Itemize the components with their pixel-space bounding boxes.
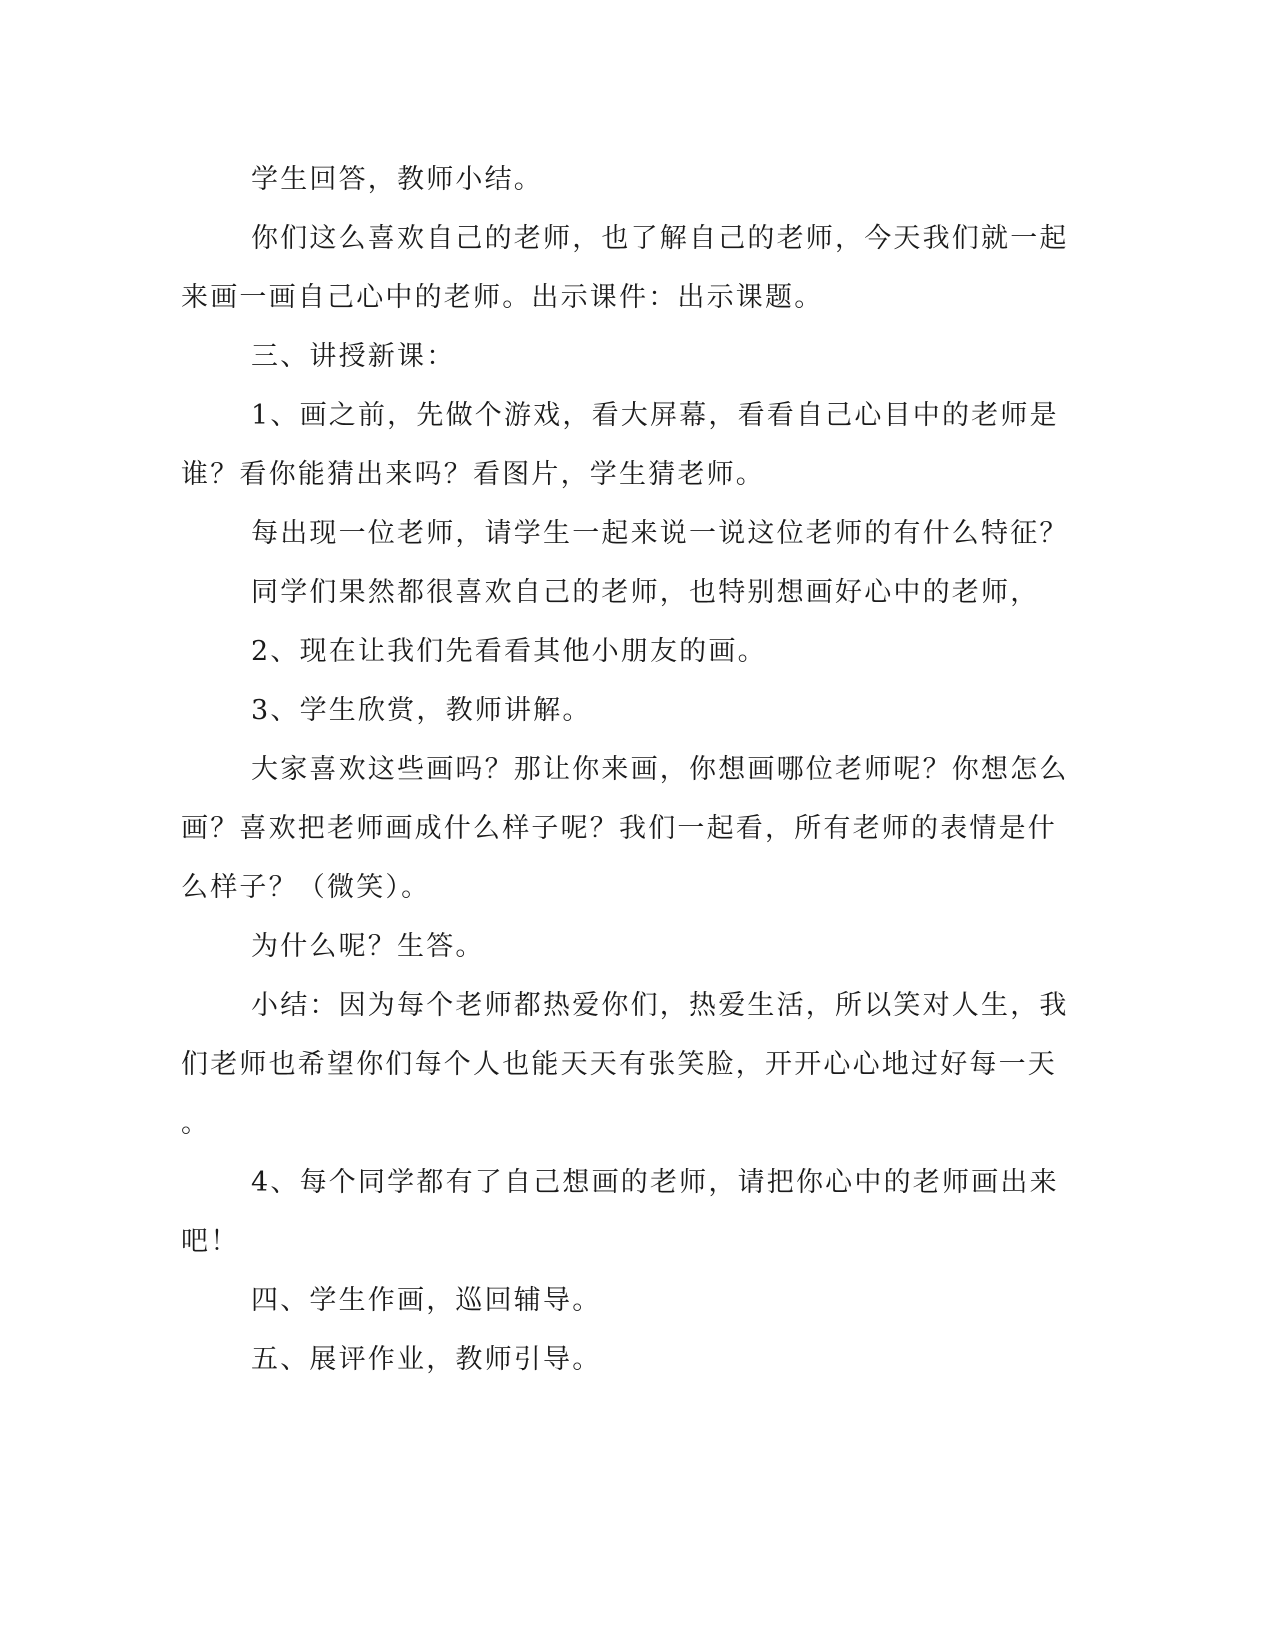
section-heading: 三、讲授新课： (251, 341, 456, 372)
paragraph-line: 。 (181, 1108, 211, 1139)
paragraph-line: 你们这么喜欢自己的老师，也了解自己的老师，今天我们就一起 (251, 223, 1069, 254)
paragraph-line: 1、画之前，先做个游戏，看大屏幕，看看自己心目中的老师是 (251, 400, 1059, 431)
paragraph-line: 吧！ (181, 1226, 240, 1257)
paragraph-line: 们老师也希望你们每个人也能天天有张笑脸，开开心心地过好每一天 (181, 1049, 1057, 1080)
paragraph-line: 谁？看你能猜出来吗？看图片，学生猜老师。 (181, 459, 765, 490)
paragraph-line: 画？喜欢把老师画成什么样子呢？我们一起看，所有老师的表情是什 (181, 813, 1057, 844)
paragraph-line: 大家喜欢这些画吗？那让你来画，你想画哪位老师呢？你想怎么 (251, 754, 1069, 785)
paragraph-line: 来画一画自己心中的老师。出示课件：出示课题。 (181, 282, 824, 313)
paragraph-line: 2、现在让我们先看看其他小朋友的画。 (251, 636, 767, 667)
section-heading: 四、学生作画，巡回辅导。 (251, 1285, 602, 1316)
paragraph-line: 学生回答，教师小结。 (251, 164, 543, 195)
paragraph-line: 每出现一位老师，请学生一起来说一说这位老师的有什么特征？ (251, 518, 1069, 549)
paragraph-line: 小结：因为每个老师都热爱你们，热爱生活，所以笑对人生，我 (251, 990, 1069, 1021)
section-heading: 五、展评作业，教师引导。 (251, 1344, 602, 1375)
paragraph-line: 4、每个同学都有了自己想画的老师，请把你心中的老师画出来 (251, 1167, 1059, 1198)
paragraph-line: 么样子？（微笑）。 (181, 872, 431, 903)
paragraph-line: 同学们果然都很喜欢自己的老师，也特别想画好心中的老师， (251, 577, 1040, 608)
paragraph-line: 为什么呢？生答。 (251, 931, 485, 962)
paragraph-line: 3、学生欣赏，教师讲解。 (251, 695, 592, 726)
